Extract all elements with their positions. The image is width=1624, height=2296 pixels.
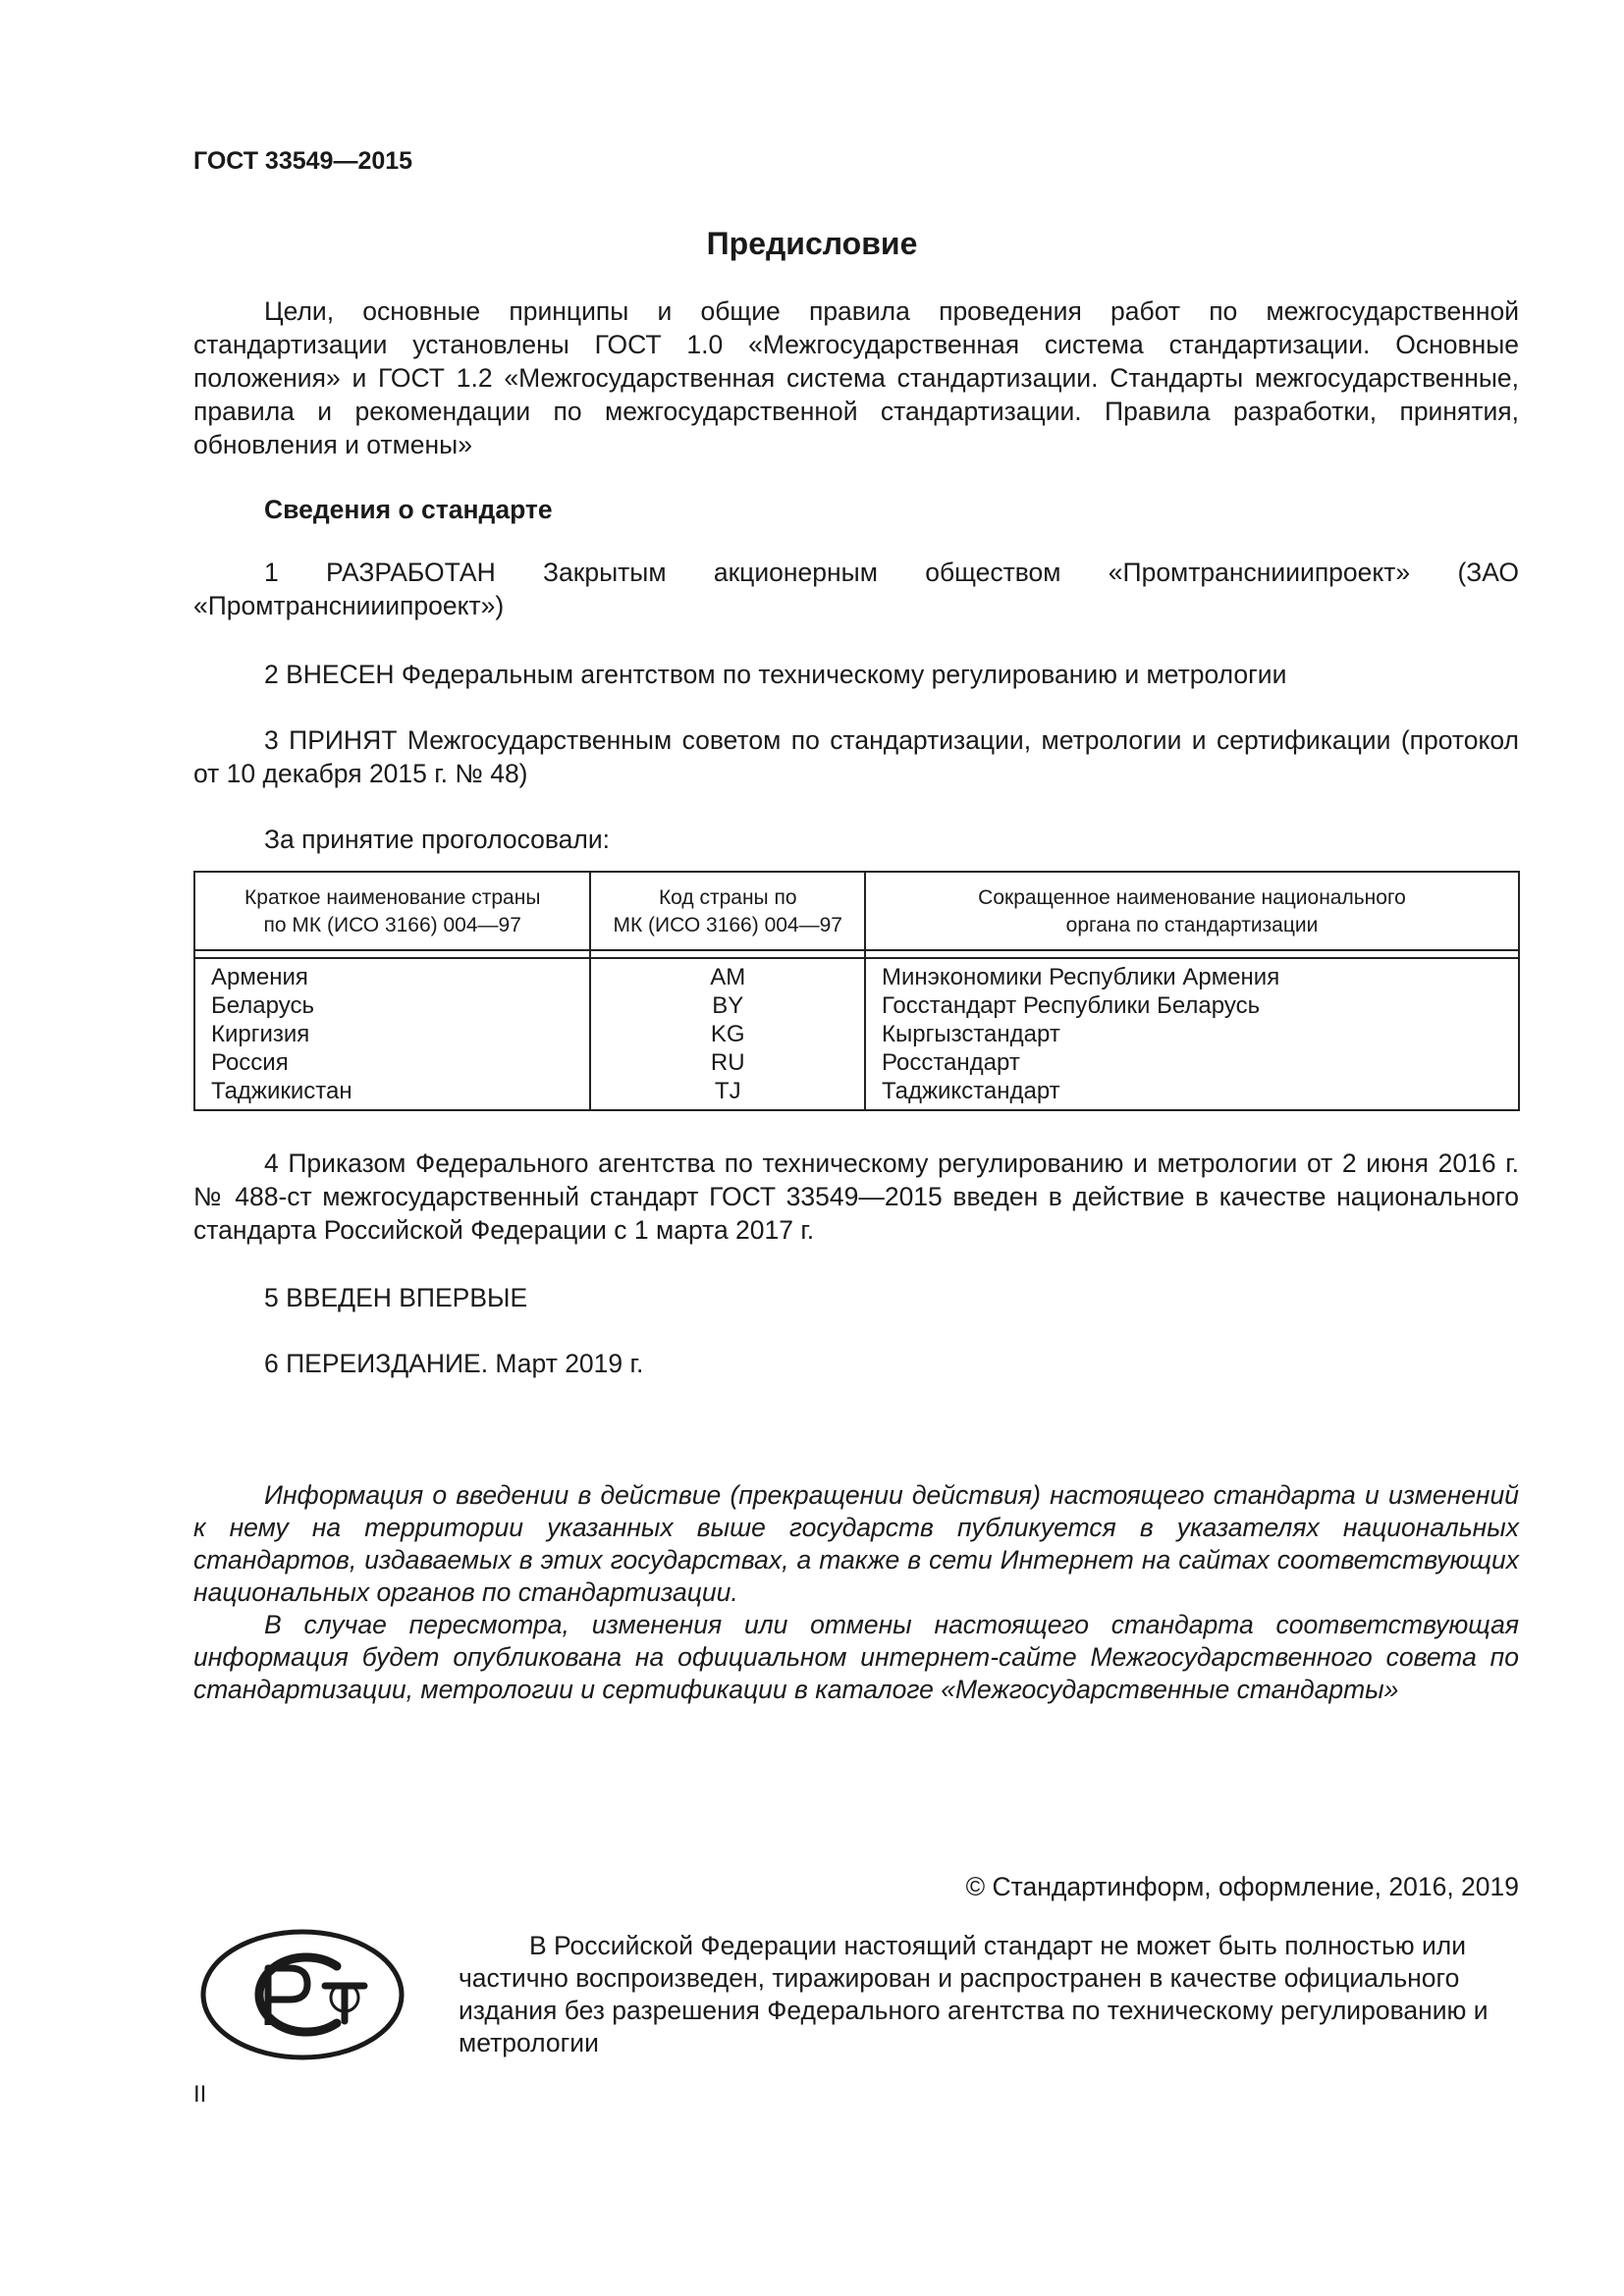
copyright-line: © Стандартинформ, оформление, 2016, 2019 bbox=[965, 1872, 1519, 1901]
table-row bbox=[194, 958, 1519, 991]
table-header-row bbox=[194, 872, 1519, 950]
cell-body: Таджикстандарт bbox=[865, 1077, 1519, 1110]
cell-code: RU bbox=[590, 1048, 865, 1077]
italic-info-paragraph-2: В случае пересмотра, изменения или отмены настоящего стандарта соответствующая информация будет опубликована на официальном интернет-сайте Межгосударственного совета по стандартизации, метрологии и сертификации в каталоге «Межгосударственные стандарты» bbox=[193, 1610, 1519, 1704]
header-code bbox=[590, 872, 865, 950]
intro-paragraph: Цели, основные принципы и общие правила проведения работ по межгосударственной стандартизации установлены ГОСТ 1.0 «Межгосударственная система стандартизации. Основные положения» и ГОСТ 1.2 «Межгосударственная система стандартизации. Стандарты межгосударственные, правила и рекомендации по межгосударственной стандартизации. Правила разработки, принятия, обновления и отмены» bbox=[193, 296, 1519, 459]
header-body bbox=[865, 872, 1519, 950]
copyright-notice: В Российской Федерации настоящий стандарт не может быть полностью или частично воспроизведен, тиражирован и распространен в качестве официального издания без разрешения Федерального агентства по техническому регулированию и метрологии bbox=[459, 1931, 1489, 2057]
table-row bbox=[194, 991, 1519, 1020]
table-row bbox=[194, 1077, 1519, 1110]
page-title: Предисловие bbox=[706, 226, 918, 261]
item-developed: 1 РАЗРАБОТАН Закрытым акционерным обществом «Промтранснииипроект» (ЗАО «Промтранснииипроект») bbox=[193, 558, 1519, 620]
item-adopted: 3 ПРИНЯТ Межгосударственным советом по стандартизации, метрологии и сертификации (протокол от 10 декабря 2015 г. № 48) bbox=[193, 725, 1519, 788]
header-code-line2: МК (ИСО 3166) 004—97 bbox=[613, 914, 842, 936]
item-enacted: 4 Приказом Федерального агентства по техническому регулированию и метрологии от 2 июня 2016 г. № 488-ст межгосударственный стандарт ГОСТ 33549—2015 введен в действие в качестве национального стандарта Российской Федерации с 1 марта 2017 г. bbox=[193, 1148, 1519, 1245]
item-introduced: 2 ВНЕСЕН Федеральным агентством по техническому регулированию и метрологии bbox=[264, 660, 1287, 689]
cell-code: KG bbox=[590, 1020, 865, 1048]
document-code: ГОСТ 33549—2015 bbox=[193, 147, 413, 175]
italic-info-paragraph-1: Информация о введении в действие (прекращении действия) настоящего стандарта и изменений к нему на территории указанных выше государств публикуется в указателях национальных стандартов, издаваемых в этих государствах, а также в сети Интернет на сайтах соответствующих национальных органов по стандартизации. bbox=[193, 1480, 1519, 1607]
header-body-line1: Сокращенное наименование национального bbox=[978, 886, 1406, 909]
header-code-line1: Код страны по bbox=[658, 886, 797, 909]
cell-code: AM bbox=[590, 958, 865, 991]
cell-country: Россия bbox=[194, 1048, 590, 1077]
cell-body: Росстандарт bbox=[865, 1048, 1519, 1077]
cell-country: Таджикистан bbox=[194, 1077, 590, 1110]
cell-country: Беларусь bbox=[194, 991, 590, 1020]
cell-body: Госстандарт Республики Беларусь bbox=[865, 991, 1519, 1020]
info-heading: Сведения о стандарте bbox=[264, 495, 553, 524]
cell-country: Киргизия bbox=[194, 1020, 590, 1048]
header-country-line2: по МК (ИСО 3166) 004—97 bbox=[263, 914, 521, 936]
cell-code: TJ bbox=[590, 1077, 865, 1110]
table-row bbox=[194, 1048, 1519, 1077]
votes-intro: За принятие проголосовали: bbox=[264, 825, 611, 854]
header-body-line2: органа по стандартизации bbox=[1065, 914, 1319, 936]
cell-body: Минэкономики Республики Армения bbox=[865, 958, 1519, 991]
header-country bbox=[194, 872, 590, 950]
page-number: II bbox=[193, 2081, 207, 2108]
rst-certification-mark-icon bbox=[199, 1927, 406, 2062]
item-reissue: 6 ПЕРЕИЗДАНИЕ. Март 2019 г. bbox=[264, 1349, 644, 1378]
header-separator bbox=[194, 950, 1519, 958]
table-row bbox=[194, 1020, 1519, 1048]
cell-body: Кыргызстандарт bbox=[865, 1020, 1519, 1048]
header-country-line1: Краткое наименование страны bbox=[244, 886, 541, 909]
voting-countries-table bbox=[193, 871, 1520, 1111]
item-first-introduced: 5 ВВЕДЕН ВПЕРВЫЕ bbox=[264, 1283, 528, 1312]
cell-country: Армения bbox=[194, 958, 590, 991]
cell-code: BY bbox=[590, 991, 865, 1020]
